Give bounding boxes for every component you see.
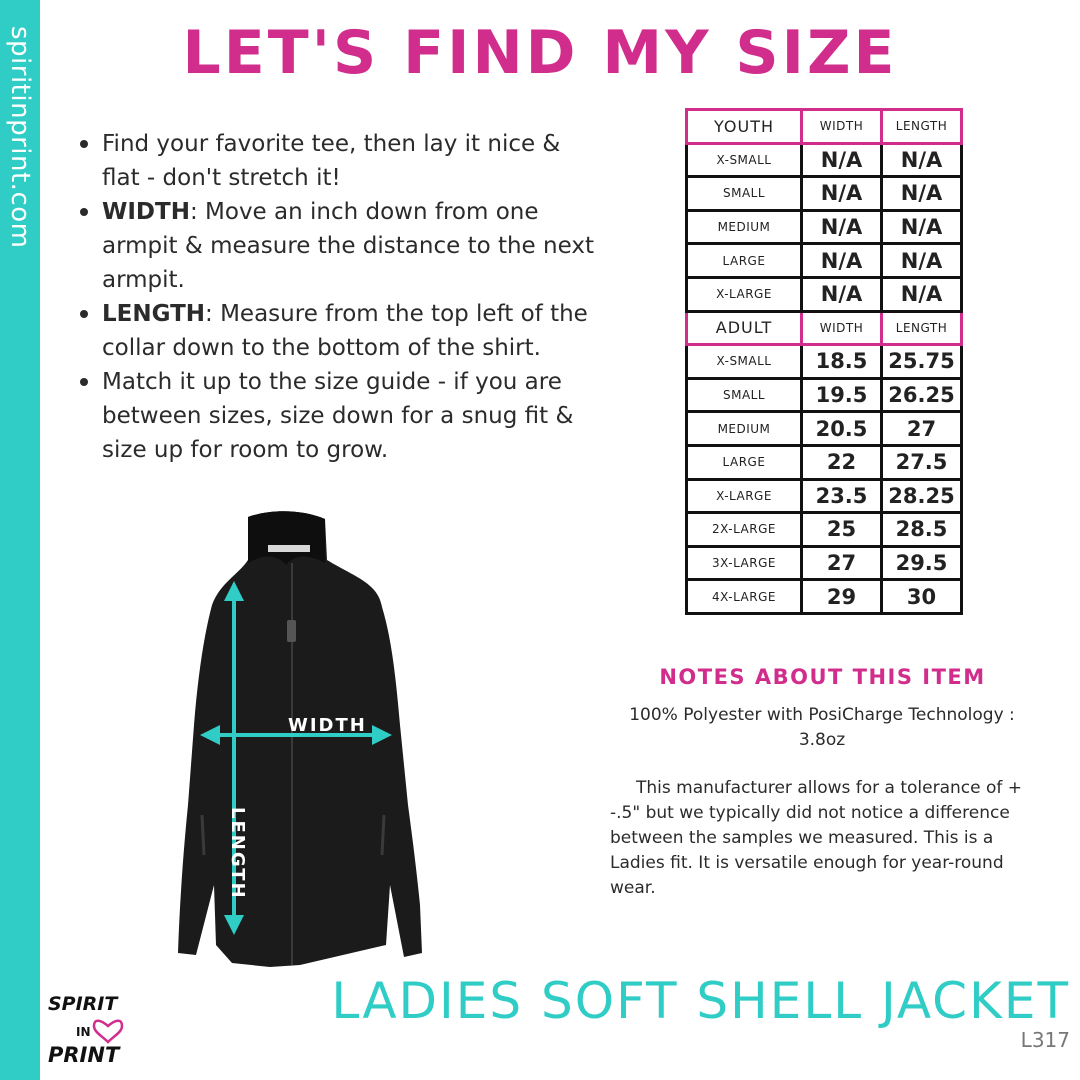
size-cell: 2X-LARGE xyxy=(687,513,802,547)
width-cell: N/A xyxy=(802,210,882,244)
logo-word-print: PRINT xyxy=(48,1043,120,1067)
length-cell: 28.25 xyxy=(882,479,962,513)
table-row xyxy=(687,513,962,547)
notes-material: 100% Polyester with PosiCharge Technology : 3.8oz xyxy=(629,705,1015,750)
length-cell: 28.5 xyxy=(882,513,962,547)
length-cell: N/A xyxy=(882,277,962,311)
table-row xyxy=(687,177,962,211)
instruction-keyword: WIDTH xyxy=(102,199,190,225)
width-cell: N/A xyxy=(802,277,882,311)
length-cell: 26.25 xyxy=(882,378,962,412)
width-label: WIDTH xyxy=(288,715,367,736)
length-cell: N/A xyxy=(882,210,962,244)
size-cell: LARGE xyxy=(687,445,802,479)
instruction-item: Match it up to the size guide - if you are between sizes, size down for a snug fit & size up for room to grow. xyxy=(72,365,600,467)
table-row xyxy=(687,479,962,513)
instruction-item: LENGTH: Measure from the top left of the collar down to the bottom of the shirt. xyxy=(72,297,600,365)
size-cell: X-SMALL xyxy=(687,143,802,177)
length-label: LENGTH xyxy=(227,807,248,900)
length-cell: N/A xyxy=(882,143,962,177)
table-row xyxy=(687,244,962,278)
table-row xyxy=(687,580,962,614)
logo-word-in: IN xyxy=(76,1025,91,1039)
width-cell: 19.5 xyxy=(802,378,882,412)
table-row xyxy=(687,143,962,177)
size-cell: SMALL xyxy=(687,378,802,412)
product-code: L317 xyxy=(1020,1028,1070,1052)
width-cell: N/A xyxy=(802,244,882,278)
instruction-item: Find your favorite tee, then lay it nice & flat - don't stretch it! xyxy=(72,127,600,195)
size-cell: X-LARGE xyxy=(687,277,802,311)
length-cell: N/A xyxy=(882,177,962,211)
length-cell: 25.75 xyxy=(882,345,962,379)
width-cell: 27 xyxy=(802,546,882,580)
length-cell: N/A xyxy=(882,244,962,278)
width-cell: N/A xyxy=(802,143,882,177)
page-title: LET'S FIND MY SIZE xyxy=(182,18,898,88)
width-cell: 20.5 xyxy=(802,412,882,446)
size-cell: X-SMALL xyxy=(687,345,802,379)
width-cell: 22 xyxy=(802,445,882,479)
size-cell: MEDIUM xyxy=(687,210,802,244)
heart-icon xyxy=(94,1021,122,1042)
size-cell: X-LARGE xyxy=(687,479,802,513)
instructions-list xyxy=(72,127,600,467)
header-cell: YOUTH xyxy=(687,110,802,144)
spirit-in-print-logo xyxy=(46,988,141,1070)
size-cell: SMALL xyxy=(687,177,802,211)
length-cell: 29.5 xyxy=(882,546,962,580)
notes-title: NOTES ABOUT THIS ITEM xyxy=(659,665,986,689)
width-cell: 18.5 xyxy=(802,345,882,379)
table-row xyxy=(687,412,962,446)
size-cell: LARGE xyxy=(687,244,802,278)
length-cell: 27 xyxy=(882,412,962,446)
header-cell: ADULT xyxy=(687,311,802,345)
website-url: spiritinprint.com xyxy=(5,26,35,249)
size-chart-table xyxy=(685,108,963,615)
pocket-zip-left xyxy=(202,815,204,855)
jacket-diagram xyxy=(120,505,440,980)
header-cell: LENGTH xyxy=(882,311,962,345)
table-row xyxy=(687,445,962,479)
collar-tag xyxy=(268,545,310,552)
size-cell: MEDIUM xyxy=(687,412,802,446)
table-row xyxy=(687,210,962,244)
header-cell: LENGTH xyxy=(882,110,962,144)
table-row xyxy=(687,277,962,311)
size-cell: 3X-LARGE xyxy=(687,546,802,580)
instruction-item: WIDTH: Move an inch down from one armpit & measure the distance to the next armpit. xyxy=(72,195,600,297)
logo-word-spirit: SPIRIT xyxy=(48,993,118,1015)
header-cell: WIDTH xyxy=(802,311,882,345)
product-name: LADIES SOFT SHELL JACKET xyxy=(331,972,1070,1030)
notes-body: This manufacturer allows for a tolerance of + -.5" but we typically did not notice a difference between the samples we measured. This is a Ladies fit. It is versatile enough for year-round wear. xyxy=(610,778,1023,898)
pocket-zip-right xyxy=(382,815,384,855)
jacket-collar xyxy=(248,511,325,565)
youth-header-row xyxy=(687,110,962,144)
zipper-pull xyxy=(287,620,296,642)
length-cell: 30 xyxy=(882,580,962,614)
size-cell: 4X-LARGE xyxy=(687,580,802,614)
width-cell: N/A xyxy=(802,177,882,211)
width-cell: 23.5 xyxy=(802,479,882,513)
width-cell: 25 xyxy=(802,513,882,547)
width-cell: 29 xyxy=(802,580,882,614)
table-row xyxy=(687,378,962,412)
instruction-keyword: LENGTH xyxy=(102,301,206,327)
table-row xyxy=(687,345,962,379)
adult-header-row xyxy=(687,311,962,345)
header-cell: WIDTH xyxy=(802,110,882,144)
table-row xyxy=(687,546,962,580)
length-cell: 27.5 xyxy=(882,445,962,479)
